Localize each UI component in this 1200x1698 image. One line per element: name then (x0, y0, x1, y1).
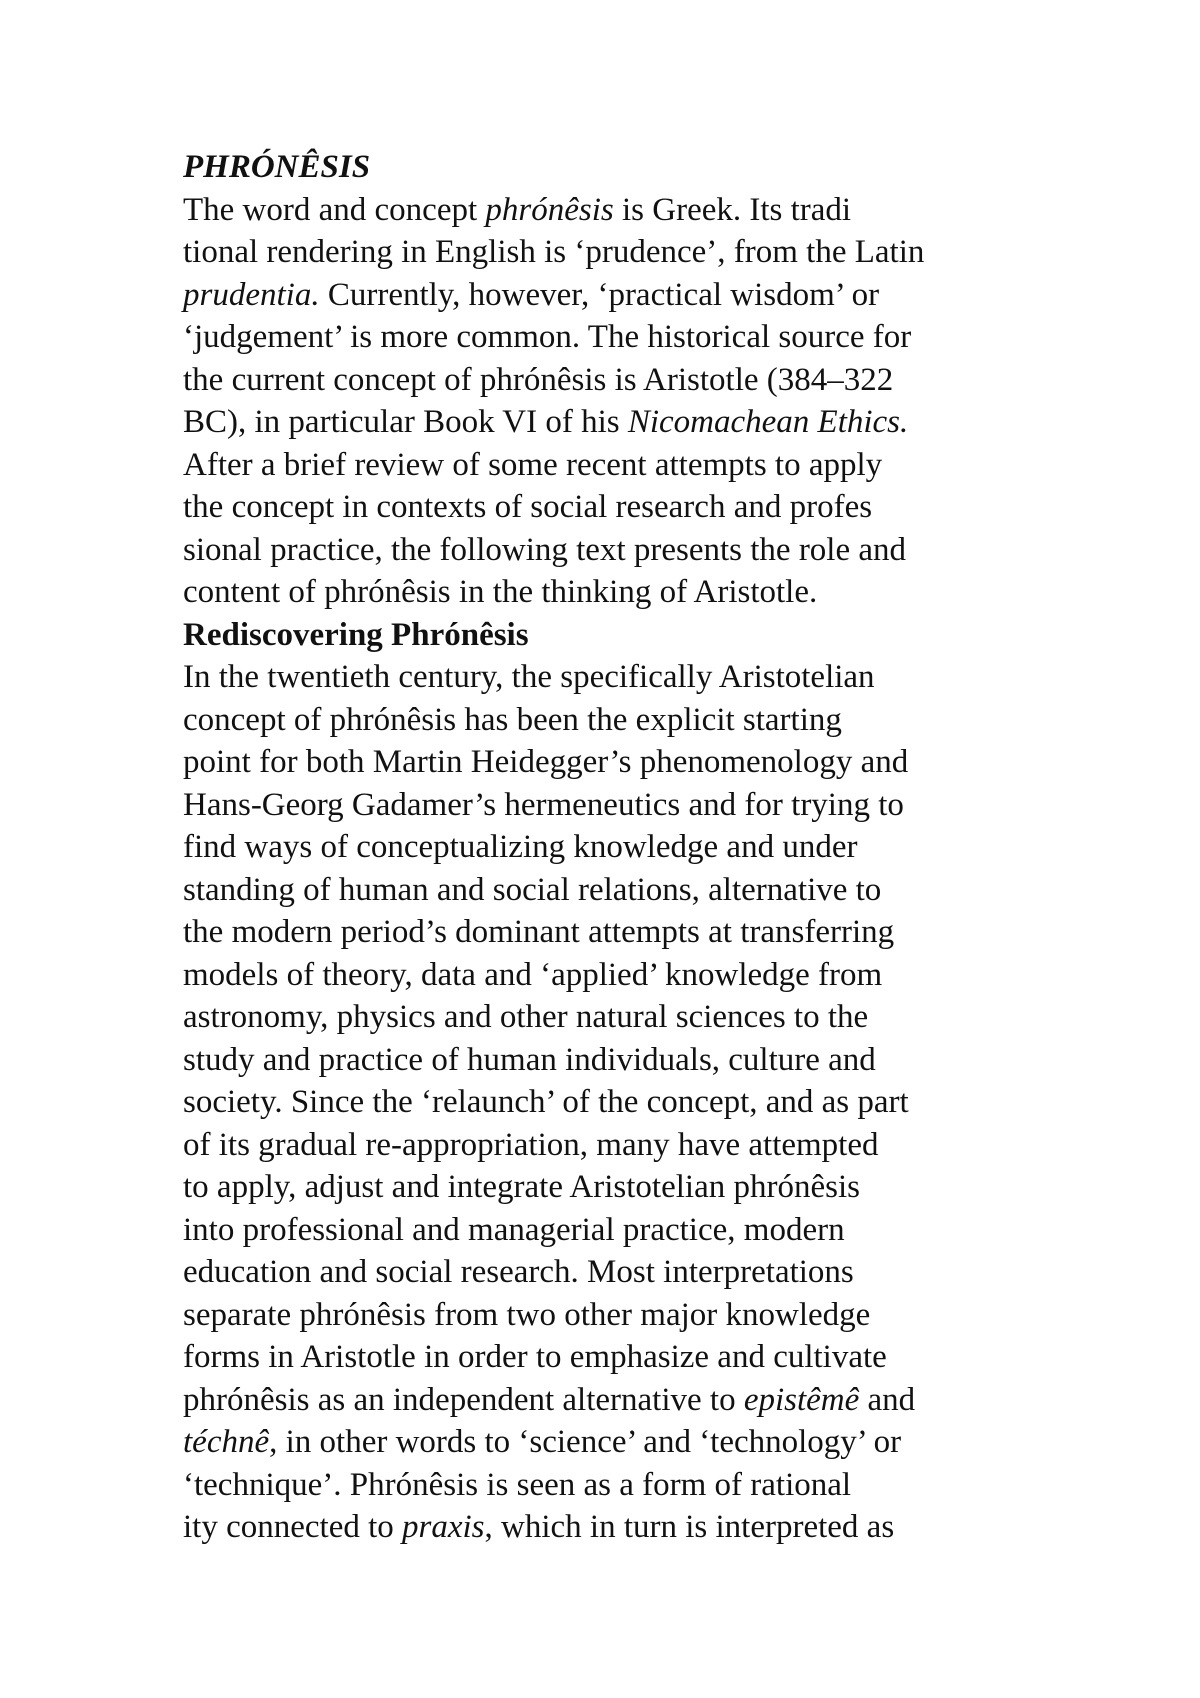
intro-line: After a brief review of some recent attempts to apply (183, 446, 883, 483)
section-paragraph (183, 656, 1013, 1549)
italic-term: téchnê (183, 1424, 270, 1460)
section-heading: Rediscovering Phrónêsis (183, 616, 529, 653)
section-line: separate phrónêsis from two other major knowledge (183, 1296, 871, 1333)
intro-line: the current concept of phrónêsis is Aristotle (384–322 (183, 361, 894, 398)
section-line: ity connected to praxis, which in turn is interpreted as (183, 1509, 895, 1545)
intro-line: The word and concept phrónêsis is Greek. Its tradi (183, 191, 852, 228)
section-line: the modern period’s dominant attempts at transferring (183, 914, 895, 950)
intro-line: BC), in particular Book VI of his Nicomachean Ethics. (183, 404, 909, 440)
section-line: to apply, adjust and integrate Aristotelian phrónêsis (183, 1169, 860, 1205)
section-line: astronomy, physics and other natural sciences to the (183, 999, 869, 1035)
intro-line: content of phrónêsis in the thinking of Aristotle. (183, 574, 818, 610)
section-line: ‘technique’. Phrónêsis is seen as a form of rational (183, 1466, 852, 1503)
italic-term: Nicomachean Ethics. (627, 404, 909, 440)
intro-line: tional rendering in English is ‘prudence’, from the Latin (183, 234, 925, 270)
section-line: In the twentieth century, the specifically Aristotelian (183, 659, 875, 695)
intro-paragraph (183, 189, 1013, 614)
italic-term: praxis (402, 1509, 485, 1545)
section-line: study and practice of human individuals, culture and (183, 1041, 876, 1078)
section-line: society. Since the ‘relaunch’ of the concept, and as part (183, 1084, 909, 1120)
section-line: téchnê, in other words to ‘science’ and ‘technology’ or (183, 1424, 902, 1460)
intro-line: the concept in contexts of social research and profes (183, 489, 873, 525)
entry-title: PHRÓNÊSIS (183, 149, 371, 185)
intro-line: sional practice, the following text presents the role and (183, 531, 907, 568)
section-line: point for both Martin Heidegger’s phenomenology and (183, 744, 909, 780)
section-line: phrónêsis as an independent alternative to epistêmê and (183, 1381, 916, 1418)
section-line: standing of human and social relations, alternative to (183, 871, 882, 908)
italic-term: phrónêsis (485, 191, 614, 228)
section-line: of its gradual re-appropriation, many have attempted (183, 1126, 879, 1163)
italic-term: prudentia. (183, 276, 320, 313)
document-page (183, 146, 1013, 1549)
section-line: find ways of conceptualizing knowledge and under (183, 829, 858, 865)
italic-term: epistêmê (743, 1381, 860, 1418)
section-line: Hans-Georg Gadamer’s hermeneutics and for trying to (183, 786, 904, 823)
section-line: into professional and managerial practice, modern (183, 1211, 845, 1248)
intro-line: ‘judgement’ is more common. The historical source for (183, 319, 912, 355)
intro-line: prudentia. Currently, however, ‘practical wisdom’ or (183, 276, 880, 313)
section-line: education and social research. Most interpretations (183, 1254, 854, 1290)
section-line: concept of phrónêsis has been the explicit starting (183, 701, 842, 738)
section-line: models of theory, data and ‘applied’ knowledge from (183, 956, 883, 993)
section-line: forms in Aristotle in order to emphasize and cultivate (183, 1339, 887, 1375)
